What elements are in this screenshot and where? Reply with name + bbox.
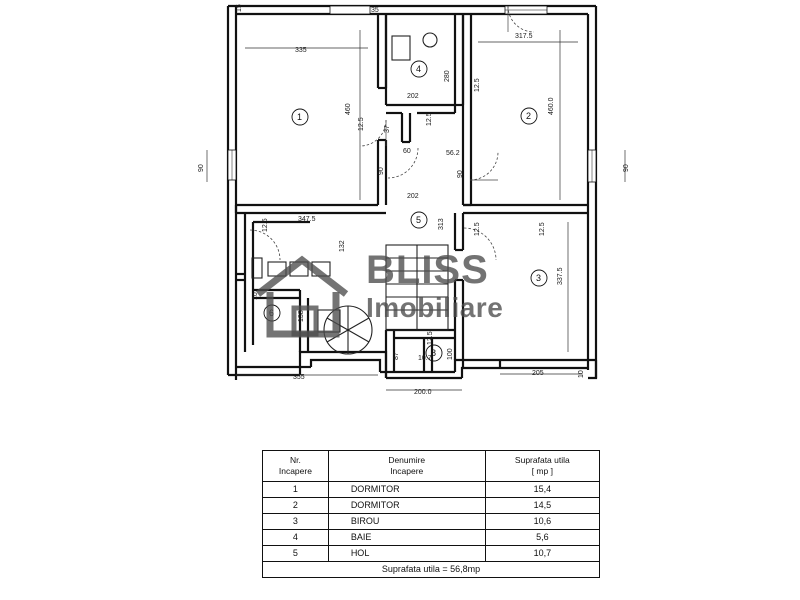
dim-hall-height: 313 [438, 218, 445, 230]
cell-nr: 3 [263, 514, 329, 530]
svg-text:132: 132 [339, 240, 346, 252]
dim-room1-height: 460 [345, 103, 352, 115]
dim-bottom-center: 200.0 [414, 389, 432, 396]
watermark-subtitle: Imobiliare [366, 292, 504, 323]
svg-text:12.5: 12.5 [427, 331, 434, 345]
svg-text:2: 2 [526, 111, 532, 121]
cell-name: DORMITOR [328, 498, 485, 514]
svg-text:90: 90 [198, 164, 205, 172]
svg-text:90: 90 [623, 164, 630, 172]
svg-text:12.5: 12.5 [426, 112, 433, 126]
header-area-line2: [ mp ] [531, 466, 553, 476]
dimension-lines [207, 30, 625, 390]
svg-text:12.5: 12.5 [474, 222, 481, 236]
cell-area: 10,6 [485, 514, 599, 530]
table-row [263, 514, 600, 530]
cell-nr: 1 [263, 482, 329, 498]
dim-room4-width: 202 [407, 93, 419, 100]
svg-text:90: 90 [457, 170, 464, 178]
header-nr [263, 451, 329, 482]
dim-room4-height: 280 [444, 70, 451, 82]
spiral-stair [318, 306, 372, 354]
table-row [263, 482, 600, 498]
cell-area: 14,5 [485, 498, 599, 514]
table-total-row [263, 562, 600, 578]
cell-area: 15,4 [485, 482, 599, 498]
cell-name: DORMITOR [328, 482, 485, 498]
dim-hall-width: 347.5 [298, 216, 316, 223]
svg-text:15: 15 [236, 4, 243, 12]
header-name-line2: Incapere [390, 466, 424, 476]
watermark-brand: BLISS [366, 248, 489, 292]
header-name-line1: Denumire [388, 455, 426, 465]
cell-name: BAIE [328, 530, 485, 546]
svg-text:5: 5 [416, 215, 422, 225]
svg-text:35: 35 [371, 7, 379, 14]
cell-name: BIROU [328, 514, 485, 530]
table-row [263, 498, 600, 514]
dim-bottom-left: 355 [293, 374, 305, 381]
svg-text:10: 10 [578, 370, 585, 378]
table-row [263, 530, 600, 546]
svg-text:138: 138 [298, 310, 305, 322]
room-schedule-table [262, 450, 600, 578]
cell-area: 10,7 [485, 546, 599, 562]
svg-text:6: 6 [269, 308, 275, 318]
cell-area: 5,6 [485, 530, 599, 546]
dim-room2-height: 460.0 [548, 97, 555, 115]
cell-nr: 5 [263, 546, 329, 562]
cell-nr: 2 [263, 498, 329, 514]
header-area [485, 451, 599, 482]
svg-text:12.5: 12.5 [358, 117, 365, 131]
header-name [328, 451, 485, 482]
svg-text:12.5: 12.5 [539, 222, 546, 236]
svg-text:1: 1 [297, 112, 303, 122]
dim-room4-width-2: 202 [407, 193, 419, 200]
stairs [386, 245, 448, 330]
svg-text:3: 3 [536, 273, 542, 283]
svg-text:90: 90 [378, 167, 385, 175]
svg-text:12.5: 12.5 [474, 78, 481, 92]
total-area: Suprafata utila = 56,8mp [263, 562, 600, 578]
cell-nr: 4 [263, 530, 329, 546]
svg-text:87: 87 [393, 352, 400, 360]
cell-name: HOL [328, 546, 485, 562]
svg-text:10: 10 [252, 292, 259, 300]
svg-text:100: 100 [447, 348, 454, 360]
svg-text:8: 8 [431, 348, 437, 358]
svg-text:56.2: 56.2 [446, 150, 460, 157]
svg-text:37: 37 [384, 125, 391, 133]
table-header-row [263, 451, 600, 482]
dim-room3-height: 337.5 [557, 267, 564, 285]
header-nr-line2: Incapere [278, 466, 312, 476]
svg-text:60: 60 [403, 148, 411, 155]
dim-top-right: 317.5 [515, 33, 533, 40]
table-row [263, 546, 600, 562]
dim-bottom-right: 205 [532, 370, 544, 377]
dim-top-335: 335 [295, 47, 307, 54]
svg-text:10.7: 10.7 [418, 355, 432, 362]
svg-text:12.5: 12.5 [262, 218, 269, 232]
header-area-line1: Suprafata utila [514, 455, 570, 465]
svg-text:4: 4 [416, 64, 422, 74]
header-nr-line1: Nr. [289, 455, 301, 465]
